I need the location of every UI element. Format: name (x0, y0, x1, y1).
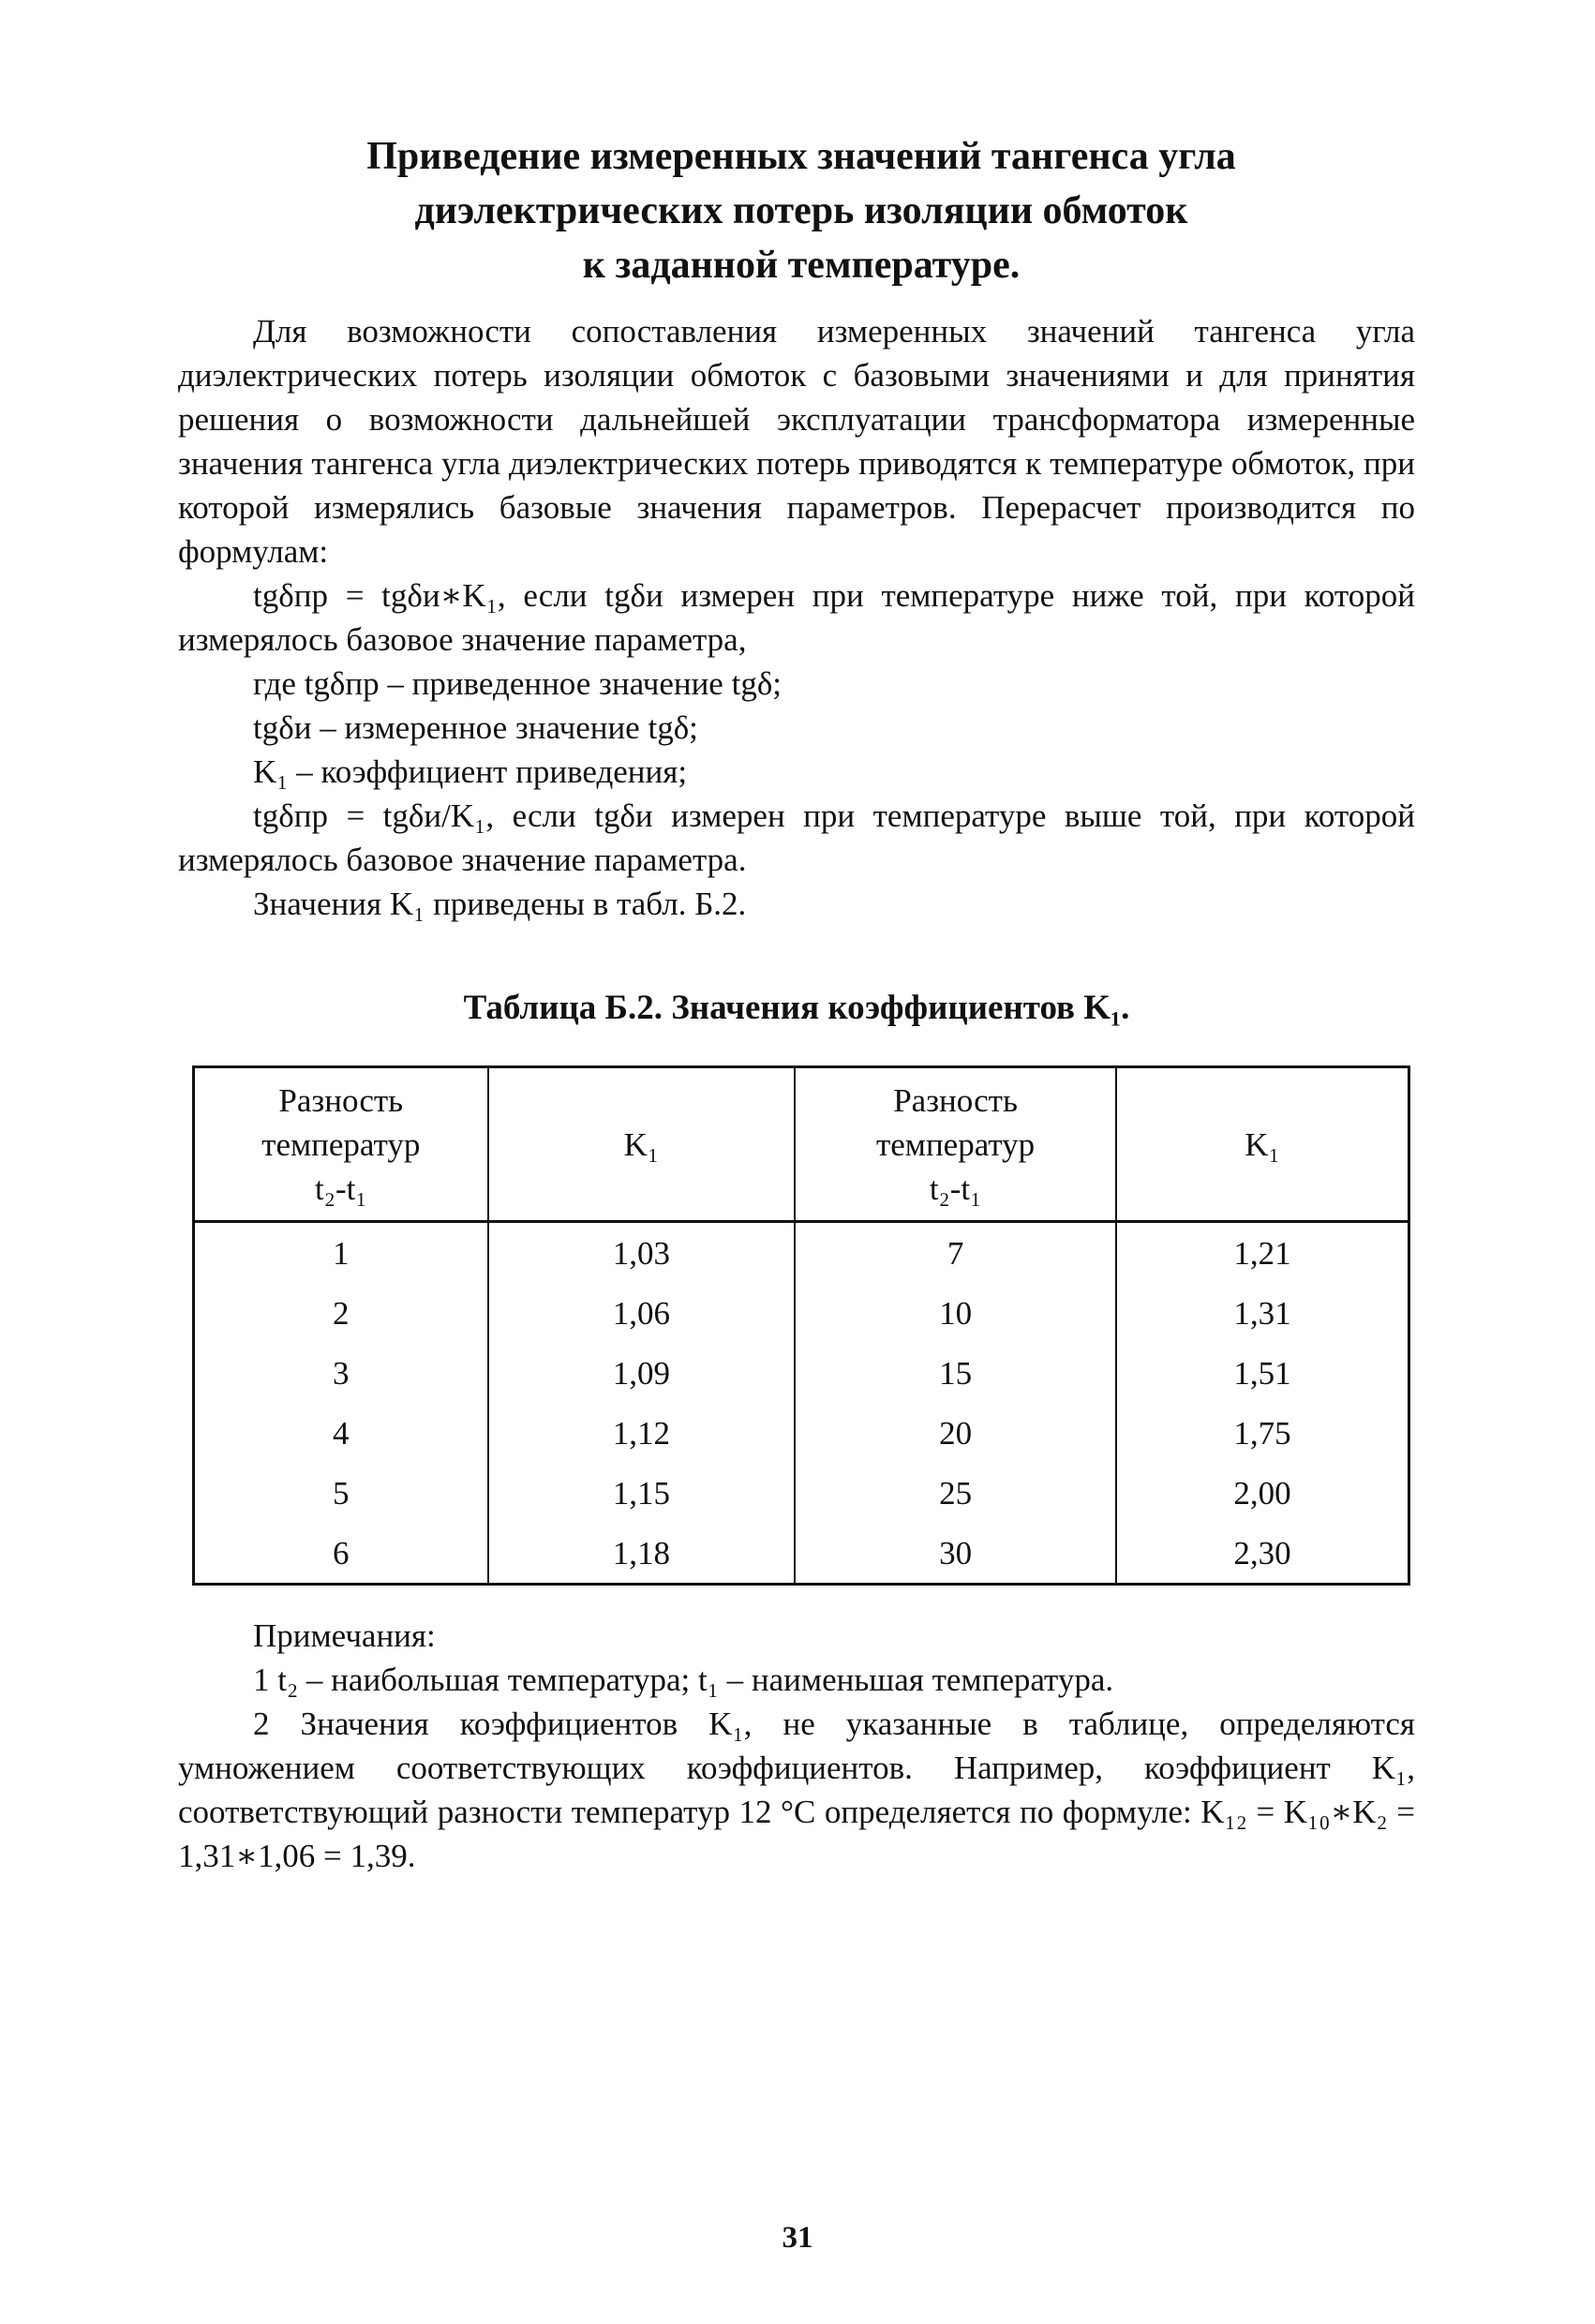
table-reference: Значения K₁ приведены в табл. Б.2. (253, 886, 747, 922)
cell-k: 1,15 (488, 1463, 796, 1523)
cell-dt: 30 (795, 1523, 1116, 1585)
table-row (194, 1463, 1409, 1523)
cell-k: 1,18 (488, 1523, 796, 1585)
cell-k: 2,30 (1116, 1523, 1409, 1585)
cell-dt: 3 (194, 1343, 488, 1403)
coefficient-table (192, 1065, 1410, 1586)
cell-dt: 1 (194, 1222, 488, 1284)
definition-measured: tgδи – измеренное значение tgδ; (253, 709, 698, 746)
title-line-1: Приведение измеренных значений тангенса угла (366, 135, 1236, 178)
page-number: 31 (782, 2221, 813, 2255)
cell-k: 1,21 (1116, 1222, 1409, 1284)
header-temperature-difference: Разность температур t₂-t₁ (194, 1067, 488, 1222)
table-row (194, 1222, 1409, 1284)
header-coefficient: K₁ (1116, 1067, 1409, 1222)
cell-k: 1,03 (488, 1222, 796, 1284)
cell-dt: 2 (194, 1283, 488, 1343)
table-row (194, 1343, 1409, 1403)
cell-k: 1,51 (1116, 1343, 1409, 1403)
table-row (194, 1403, 1409, 1463)
header-coefficient: K₁ (488, 1067, 796, 1222)
cell-dt: 10 (795, 1283, 1116, 1343)
table-row (194, 1523, 1409, 1585)
cell-k: 2,00 (1116, 1463, 1409, 1523)
cell-dt: 25 (795, 1463, 1116, 1523)
cell-dt: 20 (795, 1403, 1116, 1463)
cell-dt: 15 (795, 1343, 1116, 1403)
cell-dt: 4 (194, 1403, 488, 1463)
formula-multiply: tgδпр = tgδи∗K₁, если tgδи измерен при температуре ниже той, при которой измерялось базовое значение параметра, (178, 577, 1415, 658)
intro-paragraph: Для возможности сопоставления измеренных значений тангенса угла диэлектрических потерь изоляции обмоток с базовыми значениями и для принятия решения о возможности дальнейшей эксплуатации трансформатора измеренные значения тангенса угла диэлектрических потерь приводятся к температуре обмоток, при которой измерялись базовые значения параметров. Перерасчет производится по формулам: (178, 313, 1415, 570)
header-temperature-difference: Разность температур t₂-t₁ (795, 1067, 1116, 1222)
section-title (178, 129, 1424, 292)
cell-k: 1,06 (488, 1283, 796, 1343)
title-line-2: диэлектрических потерь изоляции обмоток (414, 189, 1188, 232)
notes-heading: Примечания: (253, 1617, 436, 1654)
notes-section (178, 1614, 1415, 1878)
table-caption: Таблица Б.2. Значения коэффициентов K₁. (463, 989, 1130, 1027)
cell-dt: 6 (194, 1523, 488, 1585)
table-header-row (194, 1067, 1409, 1222)
cell-k: 1,31 (1116, 1283, 1409, 1343)
cell-k: 1,09 (488, 1343, 796, 1403)
formula-divide: tgδпр = tgδи/K₁, если tgδи измерен при температуре выше той, при которой измерялось базовое значение параметра. (178, 797, 1415, 878)
table-row (194, 1283, 1409, 1343)
body-text (178, 309, 1415, 926)
title-line-3: к заданной температуре. (582, 244, 1021, 287)
definition-coefficient: K₁ – коэффициент приведения; (253, 753, 688, 790)
cell-k: 1,12 (488, 1403, 796, 1463)
cell-dt: 5 (194, 1463, 488, 1523)
cell-k: 1,75 (1116, 1403, 1409, 1463)
note-2: 2 Значения коэффициентов K₁, не указанные в таблице, определяются умножением соответствующих коэффициентов. Например, коэффициент K₁, соответствующий разности температур 12 °С определяется по формуле: K₁₂ = K₁₀∗K₂ = 1,31∗1,06 = 1,39. (178, 1706, 1415, 1874)
definition-reduced: где tgδпр – приведенное значение tgδ; (253, 665, 783, 702)
note-1: 1 t₂ – наибольшая температура; t₁ – наименьшая температура. (253, 1661, 1114, 1698)
cell-dt: 7 (795, 1222, 1116, 1284)
